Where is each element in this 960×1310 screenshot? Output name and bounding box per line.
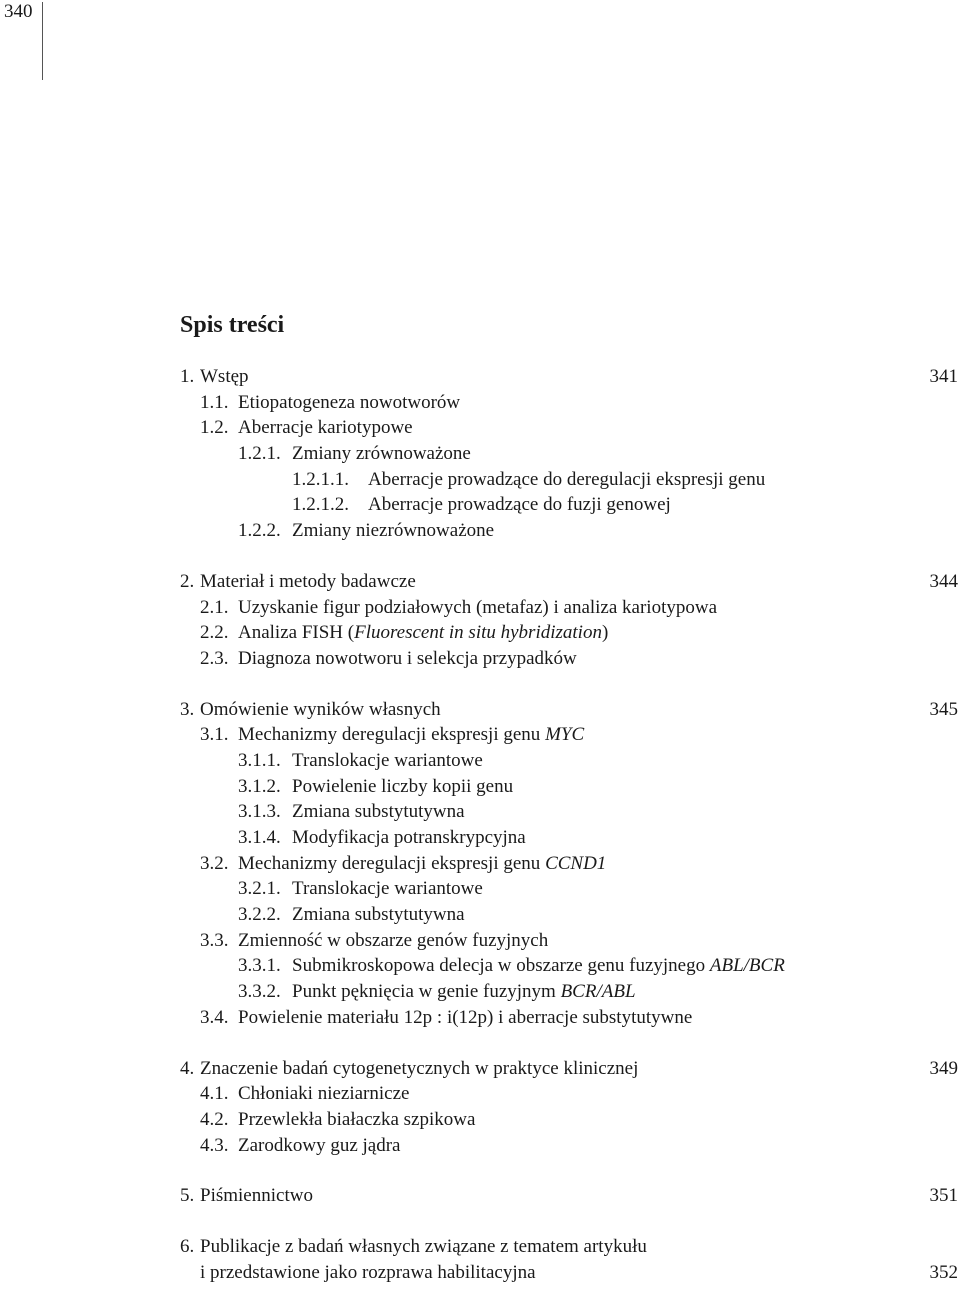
margin-rule	[42, 2, 43, 80]
toc-entry-number: 2.3.	[200, 647, 229, 669]
toc-entry-number: 3.1.1.	[238, 749, 281, 771]
toc-entry-number: 4.2.	[200, 1108, 229, 1130]
toc-entry	[0, 1005, 960, 1031]
toc-entry-title-text: Aberracje prowadzące do deregulacji ekspresji genu	[368, 468, 766, 490]
toc-entry-title	[238, 415, 413, 441]
toc-entry	[0, 441, 960, 467]
toc-entry-title-text: Aberracje kariotypowe	[238, 417, 413, 439]
toc-entry-title	[238, 390, 460, 416]
toc-entry-title-text: Zmienność w obszarze genów fuzyjnych	[238, 929, 549, 951]
toc-entry	[0, 902, 960, 928]
toc-entry-title	[238, 928, 548, 954]
toc-entry-title-text: Diagnoza nowotworu i selekcja przypadków	[238, 647, 577, 669]
toc-entry-number: 3.4.	[200, 1006, 229, 1028]
toc-entry	[0, 569, 960, 595]
toc-entry-number: 1.2.1.	[238, 443, 281, 465]
toc-entry-number: 2.2.	[200, 622, 229, 644]
toc-entry-title-text: Powielenie liczby kopii genu	[292, 775, 514, 797]
toc-entry-number: 4.3.	[200, 1134, 229, 1156]
toc-entry-number: 3.2.	[200, 852, 229, 874]
toc-entry-title	[238, 722, 584, 748]
toc-entry-title-italic: BCR/ABL	[560, 981, 636, 1003]
toc-entry	[0, 697, 960, 723]
toc-entry	[0, 748, 960, 774]
toc-entry	[0, 415, 960, 441]
toc-entry-title-text: Chłoniaki nieziarnicze	[238, 1083, 410, 1105]
toc-entry-number: 1.1.	[200, 391, 229, 413]
toc-entry-number: 3.	[180, 698, 195, 720]
toc-entry-title	[368, 467, 765, 493]
toc-entry-page: 344	[929, 570, 958, 592]
toc-entry	[0, 364, 960, 390]
toc-entry-title	[292, 876, 483, 902]
toc-entry-page: 351	[929, 1185, 958, 1207]
table-of-contents	[0, 364, 960, 1310]
toc-entry	[0, 1081, 960, 1107]
toc-entry-title-text: Translokacje wariantowe	[292, 878, 483, 900]
toc-entry-title	[292, 953, 785, 979]
toc-entry	[0, 851, 960, 877]
toc-section	[0, 364, 960, 544]
toc-entry-title-suffix: )	[601, 622, 609, 644]
page-number: 340	[4, 1, 33, 22]
toc-entry-title-text: Uzyskanie figur podziałowych (metafaz) i analiza kariotypowa	[238, 596, 718, 618]
toc-entry-title-text: i przedstawione jako rozprawa habilitacyjna	[200, 1261, 536, 1283]
toc-entry-title	[238, 1081, 409, 1107]
toc-entry-number: 3.3.1.	[238, 955, 281, 977]
toc-entry	[0, 646, 960, 672]
toc-entry-number: 2.	[180, 570, 195, 592]
toc-entry	[0, 1107, 960, 1133]
toc-entry-title	[292, 979, 636, 1005]
toc-entry-title-text: Submikroskopowa delecja w obszarze genu fuzyjnego	[292, 955, 710, 977]
toc-entry	[0, 390, 960, 416]
toc-entry-title-text: Wstęp	[200, 366, 249, 387]
toc-entry-title-text: Zmiany zrównoważone	[292, 443, 471, 465]
toc-entry-title-text: Aberracje prowadzące do fuzji genowej	[368, 494, 671, 516]
toc-entry	[0, 928, 960, 954]
toc-entry	[0, 876, 960, 902]
toc-entry-title-text: Zmiany niezrównoważone	[292, 520, 495, 542]
toc-entry-number: 3.1.3.	[238, 801, 281, 823]
toc-entry-title-text: Publikacje z badań własnych związane z tematem artykułu	[200, 1235, 647, 1257]
toc-entry-page: 345	[929, 698, 958, 720]
toc-entry-number: 1.2.1.1.	[292, 468, 349, 490]
toc-entry	[0, 518, 960, 544]
toc-entry-title	[238, 851, 606, 877]
toc-section	[0, 1234, 960, 1285]
toc-entry	[0, 953, 960, 979]
toc-entry-title	[292, 748, 483, 774]
toc-entry-title	[238, 1005, 692, 1031]
toc-entry-title-text: Etiopatogeneza nowotworów	[238, 391, 461, 413]
toc-entry-number: 1.2.	[200, 417, 229, 439]
toc-title: Spis treści	[180, 312, 285, 338]
toc-entry-title	[200, 1183, 313, 1209]
toc-entry	[0, 774, 960, 800]
toc-entry-number: 4.	[180, 1057, 195, 1079]
toc-entry-number: 3.3.2.	[238, 981, 281, 1003]
toc-entry	[0, 1183, 960, 1209]
toc-entry-title-text: Powielenie materiału 12p : i(12p) i aberracje substytutywne	[238, 1006, 693, 1028]
toc-entry-title	[200, 569, 416, 595]
toc-entry-title	[238, 595, 717, 621]
toc-entry-title	[238, 646, 577, 672]
toc-entry	[0, 1133, 960, 1159]
toc-entry-page: 352	[929, 1261, 958, 1283]
toc-entry-title	[200, 1056, 638, 1082]
toc-entry-number: 2.1.	[200, 596, 229, 618]
toc-entry	[0, 492, 960, 518]
toc-entry-title	[200, 697, 441, 723]
toc-entry-title	[292, 441, 471, 467]
toc-entry-title-text: Punkt pęknięcia w genie fuzyjnym	[292, 981, 561, 1003]
toc-entry-title	[238, 1107, 475, 1133]
toc-entry-title-text: Zmiana substytutywna	[292, 904, 465, 926]
toc-entry-number: 6.	[180, 1235, 195, 1257]
toc-entry-title-text: Modyfikacja potranskrypcyjna	[292, 827, 526, 848]
toc-entry-number: 1.2.1.2.	[292, 494, 349, 516]
toc-entry-title	[292, 825, 526, 851]
toc-entry-title	[200, 364, 249, 390]
toc-entry	[0, 1260, 960, 1286]
toc-entry	[0, 620, 960, 646]
toc-entry-number: 3.1.2.	[238, 775, 281, 797]
toc-entry-title	[238, 1133, 401, 1159]
toc-entry-number: 4.1.	[200, 1083, 229, 1105]
toc-entry-number: 5.	[180, 1185, 195, 1207]
toc-entry-title	[368, 492, 671, 518]
toc-entry-title	[292, 774, 513, 800]
toc-entry-number: 1.	[180, 366, 195, 387]
toc-entry-title-italic: ABL/BCR	[709, 955, 785, 977]
toc-entry	[0, 799, 960, 825]
toc-entry-title-text: Translokacje wariantowe	[292, 749, 483, 771]
toc-entry-title-text: Omówienie wyników własnych	[200, 698, 441, 720]
toc-entry-title-text: Piśmiennictwo	[200, 1185, 313, 1207]
toc-entry	[0, 979, 960, 1005]
toc-entry	[0, 595, 960, 621]
toc-entry-title-italic: Fluorescent in situ hybridization	[354, 622, 602, 644]
toc-entry-title-text: Znaczenie badań cytogenetycznych w praktyce klinicznej	[200, 1057, 639, 1079]
toc-entry-title	[292, 518, 494, 544]
toc-entry-title	[292, 902, 465, 928]
toc-entry-title-text: Materiał i metody badawcze	[200, 570, 416, 592]
toc-entry	[0, 825, 960, 851]
toc-entry	[0, 722, 960, 748]
toc-entry-page: 341	[929, 366, 958, 387]
toc-entry-title-italic: MYC	[545, 724, 585, 746]
toc-entry-title	[200, 1234, 647, 1260]
toc-entry-title-text: Zarodkowy guz jądra	[238, 1134, 401, 1156]
toc-entry-page: 349	[929, 1057, 958, 1079]
toc-entry-number: 3.2.2.	[238, 904, 281, 926]
toc-entry-number: 1.2.2.	[238, 520, 281, 542]
toc-entry	[0, 467, 960, 493]
toc-section	[0, 1056, 960, 1159]
toc-entry-title-text: Mechanizmy deregulacji ekspresji genu	[238, 724, 546, 746]
toc-entry-number: 3.1.4.	[238, 827, 281, 848]
toc-entry-title	[238, 620, 608, 646]
toc-entry-title-text: Mechanizmy deregulacji ekspresji genu	[238, 852, 546, 874]
toc-entry-title	[292, 799, 465, 825]
toc-entry-number: 3.1.	[200, 724, 229, 746]
toc-entry-title-text: Analiza FISH (	[238, 622, 355, 644]
toc-section	[0, 569, 960, 672]
toc-section	[0, 697, 960, 1031]
toc-entry-title	[200, 1260, 536, 1286]
toc-entry-number: 3.3.	[200, 929, 229, 951]
toc-entry	[0, 1056, 960, 1082]
toc-entry-title-text: Przewlekła białaczka szpikowa	[238, 1108, 476, 1130]
toc-entry-title-italic: CCND1	[545, 852, 607, 874]
toc-entry	[0, 1234, 960, 1260]
toc-entry-title-text: Zmiana substytutywna	[292, 801, 465, 823]
toc-entry-number: 3.2.1.	[238, 878, 281, 900]
toc-section	[0, 1183, 960, 1209]
